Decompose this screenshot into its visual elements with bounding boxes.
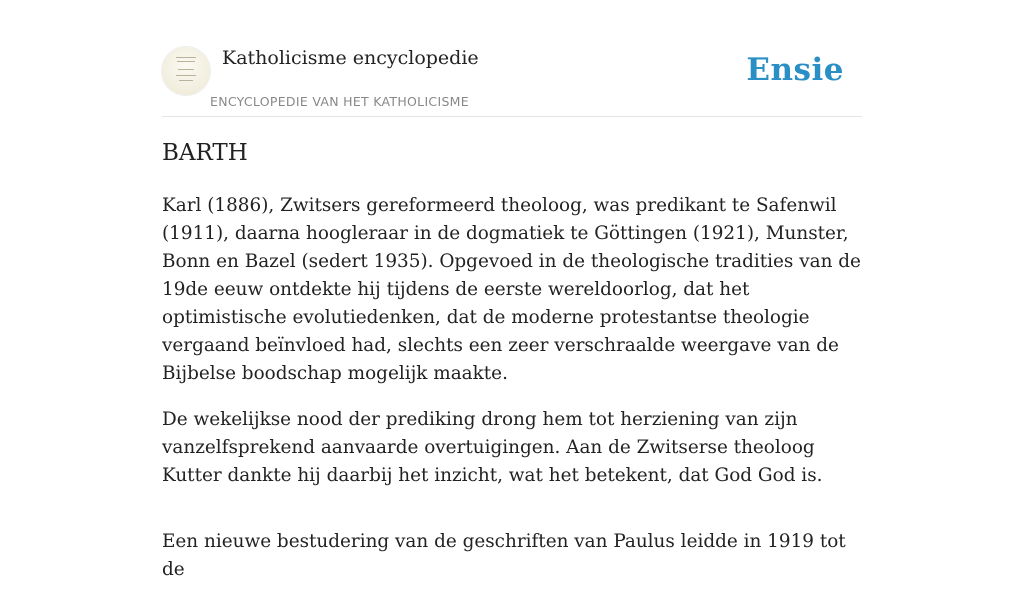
ensie-logo[interactable]: Ensie: [746, 52, 844, 88]
entry-paragraph: Karl (1886), Zwitsers gereformeerd theoloog, was predikant te Safenwil (1911), daarna hoogleraar in de dogmatiek te Göttingen (1921), Munster, Bonn en Bazel (sedert 1935). Opgevoed in de theologische tradities van de 19de eeuw ontdekte hij tijdens de eerste wereldoorlog, dat het optimistische evolutiedenken, dat de moderne protestantse theologie vergaand beïnvloed had, slechts een zeer verschraalde weergave van de Bijbelse boodschap mogelijk maakte.: [162, 195, 861, 384]
entry-content: [162, 192, 862, 602]
site-subtitle: ENCYCLOPEDIE VAN HET KATHOLICISME: [210, 94, 469, 109]
entry-paragraph: Een nieuwe bestudering van de geschriften van Paulus leidde in 1919 tot de: [162, 531, 846, 580]
entry-title: BARTH: [162, 140, 248, 166]
site-header: [162, 40, 862, 117]
entry-paragraph: De wekelijkse nood der prediking drong hem tot herziening van zijn vanzelfsprekend aanvaarde overtuigingen. Aan de Zwitserse theoloog Kutter dankte hij daarbij het inzicht, wat het betekent, dat God God is.: [162, 409, 823, 486]
site-title[interactable]: Katholicisme encyclopedie: [222, 47, 479, 69]
book-cover-thumbnail[interactable]: [162, 47, 210, 95]
